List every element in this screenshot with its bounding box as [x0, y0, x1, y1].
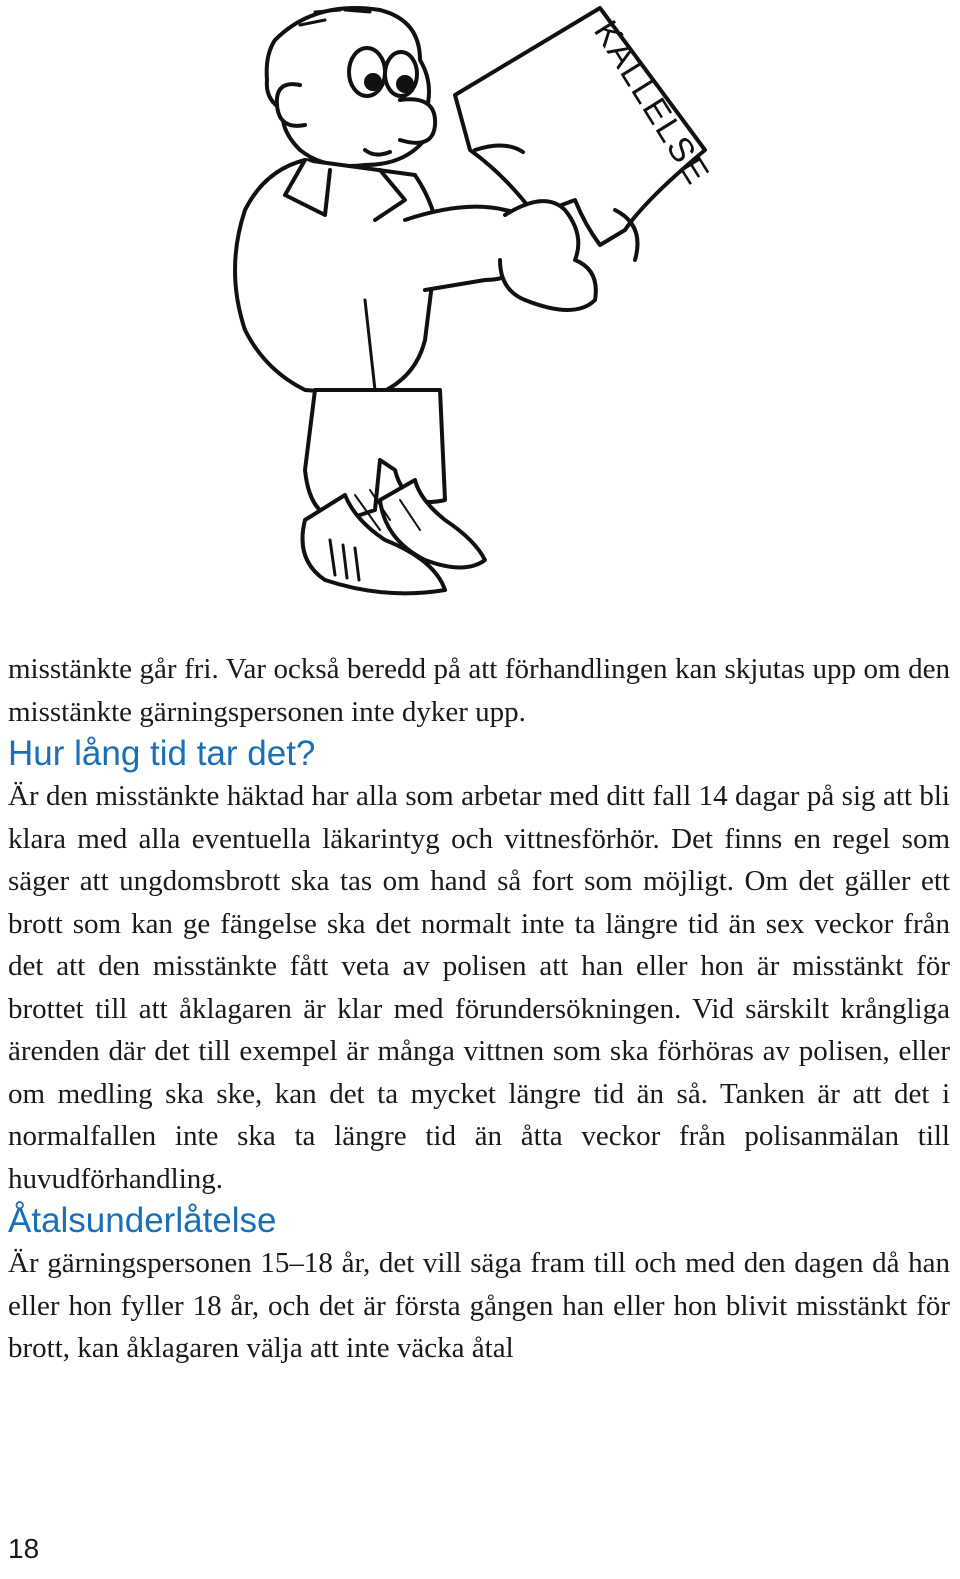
paragraph-duration: Är den misstänkte häktad har alla som arbetar med ditt fall 14 dagar på sig att bli klara med alla eventuella läkarintyg och vittnesförhör. Det finns en regel som säger att ungdomsbrott ska tas om hand så fort som möjligt. Om det gäller ett brott som kan ge fängelse ska det normalt inte ta längre tid än sex veckor från det att den misstänkte fått veta av polisen att han eller hon är misstänkt för brottet till att åklagaren är klar med förundersökningen. Vid särskilt krångliga ärenden där det till exempel är många vittnen som ska förhöras av polisen, eller om medling ska ske, kan det ta mycket längre tid än så. Tanken är att det i normalfallen inte ska ta längre tid än åtta veckor från polisanmälan till huvudförhandling.: [8, 780, 950, 1195]
page-number: 18: [8, 1533, 40, 1564]
heading-waiver-of-prosecution: Åtalsunderlåtelse: [8, 1201, 277, 1240]
paragraph-intro: misstänkte går fri. Var också beredd på att förhandlingen kan skjutas upp om den misstänkte gärningspersonen inte dyker upp.: [8, 653, 950, 728]
cartoon-illustration: [205, 0, 725, 610]
paper-label: KALLELSE: [586, 14, 718, 193]
torso: [235, 160, 438, 395]
paragraph-waiver: Är gärningspersonen 15–18 år, det vill säga fram till och med den dagen då han eller hon fyller 18 år, och det är första gången han eller hon blivit misstänkt för brott, kan åklagaren välja att inte väcka åtal: [8, 1247, 950, 1364]
heading-duration: Hur lång tid tar det?: [8, 734, 316, 773]
page-content: [8, 648, 950, 1370]
